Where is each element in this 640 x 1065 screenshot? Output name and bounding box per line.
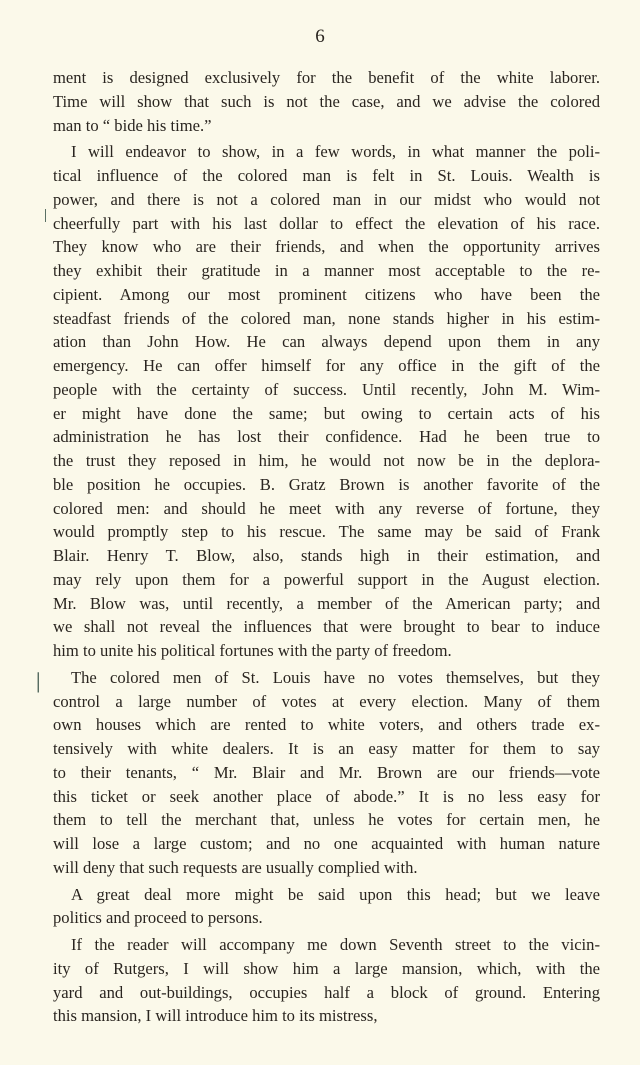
body-text: [53, 66, 600, 1031]
text-line: tensively with white dealers. It is an easy matter for them to say: [53, 739, 600, 758]
text-line: power, and there is not a colored man in our midst who would not: [53, 189, 600, 209]
text-line: politics and proceed to persons.: [53, 908, 263, 928]
page-number: 6: [315, 26, 325, 47]
text-line: emergency. He can offer himself for any office in the gift of the: [53, 356, 600, 375]
text-line: The colored men of St. Louis have no votes themselves, but they: [71, 667, 600, 687]
text-line: man to “ bide his time.”: [53, 115, 212, 135]
text-line: to their tenants, “ Mr. Blair and Mr. Brown are our friends—vote: [53, 762, 600, 782]
text-line: tical influence of the colored man is felt in St. Louis. Wealth is: [53, 166, 600, 185]
text-line: this ticket or seek another place of abode.” It is no less easy for: [53, 786, 600, 806]
text-line: ble position he occupies. B. Gratz Brown is another favorite of the: [53, 474, 600, 494]
paragraph: [53, 666, 600, 880]
text-line: the trust they reposed in him, he would not now be in the deplora-: [53, 451, 600, 470]
paragraph: [53, 140, 600, 663]
text-line: administration he has lost their confidence. Had he been true to: [53, 427, 600, 447]
text-line: cipient. Among our most prominent citizens who have been the: [53, 284, 600, 304]
text-line: own houses which are rented to white voters, and others trade ex-: [53, 715, 600, 735]
text-line: Mr. Blow was, until recently, a member of the American party; and: [53, 593, 600, 613]
text-line: this mansion, I will introduce him to its mistress,: [53, 1006, 378, 1026]
text-line: I will endeavor to show, in a few words, in what manner the poli-: [71, 142, 600, 162]
paragraph: [53, 933, 600, 1028]
text-line: colored men: and should he meet with any reverse of fortune, they: [53, 498, 600, 518]
text-line: may rely upon them for a powerful support in the August election.: [53, 569, 600, 589]
margin-mark: |: [44, 207, 48, 223]
text-line: will lose a large custom; and no one acquainted with human nature: [53, 834, 600, 853]
text-line: would promptly step to his rescue. The same may be said of Frank: [53, 522, 600, 542]
text-line: them to tell the merchant that, unless he votes for certain men, he: [53, 810, 600, 830]
text-line: yard and out-buildings, occupies half a block of ground. Entering: [53, 982, 600, 1002]
text-line: steadfast friends of the colored man, none stands higher in his estim-: [53, 308, 600, 328]
text-line: Time will show that such is not the case, and we advise the colored: [53, 91, 600, 111]
text-line: They know who are their friends, and when the opportunity arrives: [53, 237, 600, 257]
text-line: er might have done the same; but owing to certain acts of his: [53, 403, 600, 423]
text-line: will deny that such requests are usually complied with.: [53, 857, 418, 877]
text-line: cheerfully part with his last dollar to effect the elevation of his race.: [53, 213, 600, 233]
text-line: A great deal more might be said upon this head; but we leave: [71, 884, 600, 904]
text-line: we shall not reveal the influences that were brought to bear to induce: [53, 617, 600, 637]
text-line: people with the certainty of success. Until recently, John M. Wim-: [53, 379, 600, 399]
text-line: him to unite his political fortunes with the party of freedom.: [53, 641, 452, 660]
paragraph: [53, 66, 600, 137]
text-line: If the reader will accompany me down Seventh street to the vicin-: [71, 935, 600, 954]
paragraph: [53, 883, 600, 931]
text-line: ment is designed exclusively for the benefit of the white laborer.: [53, 68, 600, 87]
text-line: Blair. Henry T. Blow, also, stands high in their estimation, and: [53, 546, 600, 565]
text-line: they exhibit their gratitude in a manner most acceptable to the re-: [53, 261, 600, 280]
text-line: ation than John How. He can always depend upon them in any: [53, 332, 600, 352]
text-line: ity of Rutgers, I will show him a large mansion, which, with the: [53, 958, 600, 978]
text-line: control a large number of votes at every election. Many of them: [53, 691, 600, 711]
margin-mark: |: [36, 668, 41, 693]
